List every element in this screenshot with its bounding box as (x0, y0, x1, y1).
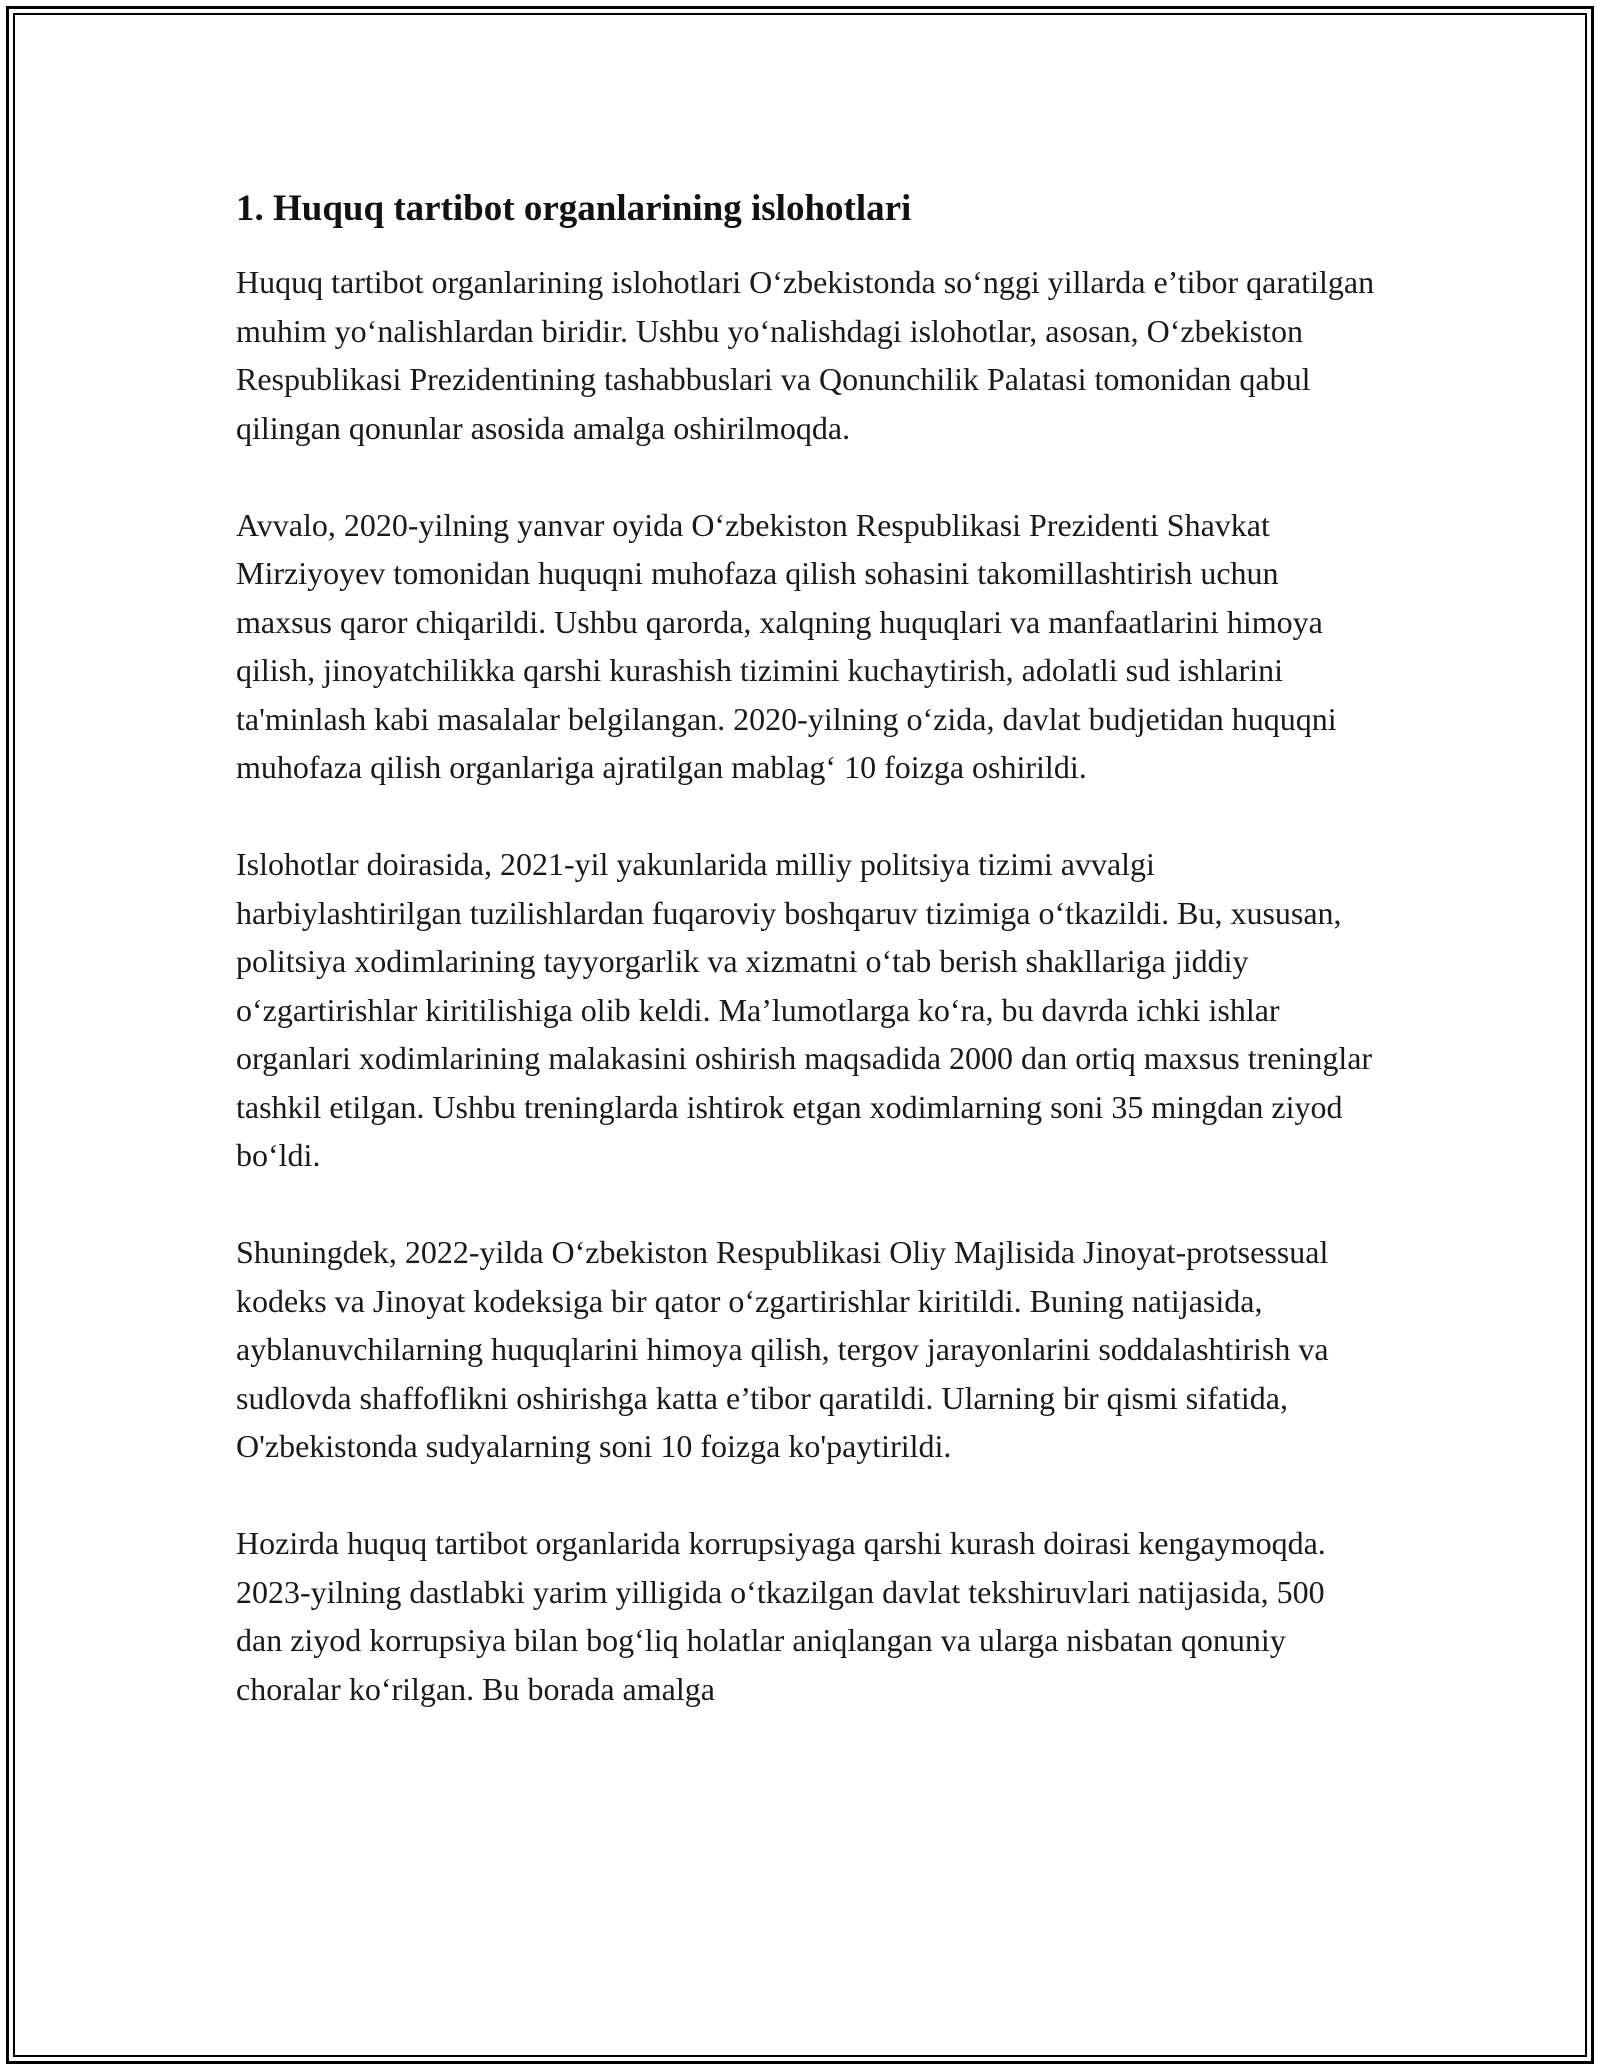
paragraph-2: Avvalo, 2020-yilning yanvar oyida O‘zbekiston Respublikasi Prezidenti Shavkat Mirziyoyev tomonidan huquqni muhofaza qilish sohasini takomillashtirish uchun maxsus qaror chiqarildi. Ushbu qarorda, xalqning huquqlari va manfaatlarini himoya qilish, jinoyatchilikka qarshi kurashish tizimini kuchaytirish, adolatli sud ishlarini ta'minlash kabi masalalar belgilangan. 2020-yilning o‘zida, davlat budjetidan huquqni muhofaza qilish organlariga ajratilgan mablag‘ 10 foizga oshirildi. (236, 506, 1337, 785)
paragraph-4: Shuningdek, 2022-yilda O‘zbekiston Respublikasi Oliy Majlisida Jinoyat-protsessual kodeks va Jinoyat kodeksiga bir qator o‘zgartirishlar kiritildi. Buning natijasida, ayblanuvchilarning huquqlarini himoya qilish, tergov jarayonlarini soddalashtirish va sudlovda shaffoflikni oshirishga katta e’tibor qaratildi. Ularning bir qismi sifatida, O'zbekistonda sudyalarning soni 10 foizga ko'paytirildi. (236, 1234, 1329, 1464)
paragraph-3: Islohotlar doirasida, 2021-yil yakunlarida milliy politsiya tizimi avvalgi harbiylashtirilgan tuzilishlardan fuqaroviy boshqaruv tizimiga o‘tkazildi. Bu, xususan, politsiya xodimlarining tayyorgarlik va xizmatni o‘tab berish shakllariga jiddiy o‘zgartirishlar kiritilishiga olib keldi. Ma’lumotlarga ko‘ra, bu davrda ichki ishlar organlari xodimlarining malakasini oshirish maqsadida 2000 dan ortiq maxsus treninglar tashkil etilgan. Ushbu treninglarda ishtirok etgan xodimlarning soni 35 mingdan ziyod bo‘ldi. (236, 846, 1373, 1173)
section-heading: 1. Huquq tartibot organlarining islohotlari (236, 188, 912, 229)
paragraph-1: Huquq tartibot organlarining islohotlari O‘zbekistonda so‘nggi yillarda e’tibor qaratilgan muhim yo‘nalishlardan biridir. Ushbu yo‘nalishdagi islohotlar, asosan, O‘zbekiston Respublikasi Prezidentining tashabbuslari va Qonunchilik Palatasi tomonidan qabul qilingan qonunlar asosida amalga oshirilmoqda. (236, 264, 1375, 446)
document-body (236, 186, 1376, 1762)
paragraph-5: Hozirda huquq tartibot organlarida korrupsiyaga qarshi kurash doirasi kengaymoqda. 2023-yilning dastlabki yarim yilligida o‘tkazilgan davlat tekshiruvlari natijasida, 500 dan ziyod korrupsiya bilan bog‘liq holatlar aniqlangan va ularga nisbatan qonuniy choralar ko‘rilgan. Bu borada amalga (236, 1525, 1326, 1707)
